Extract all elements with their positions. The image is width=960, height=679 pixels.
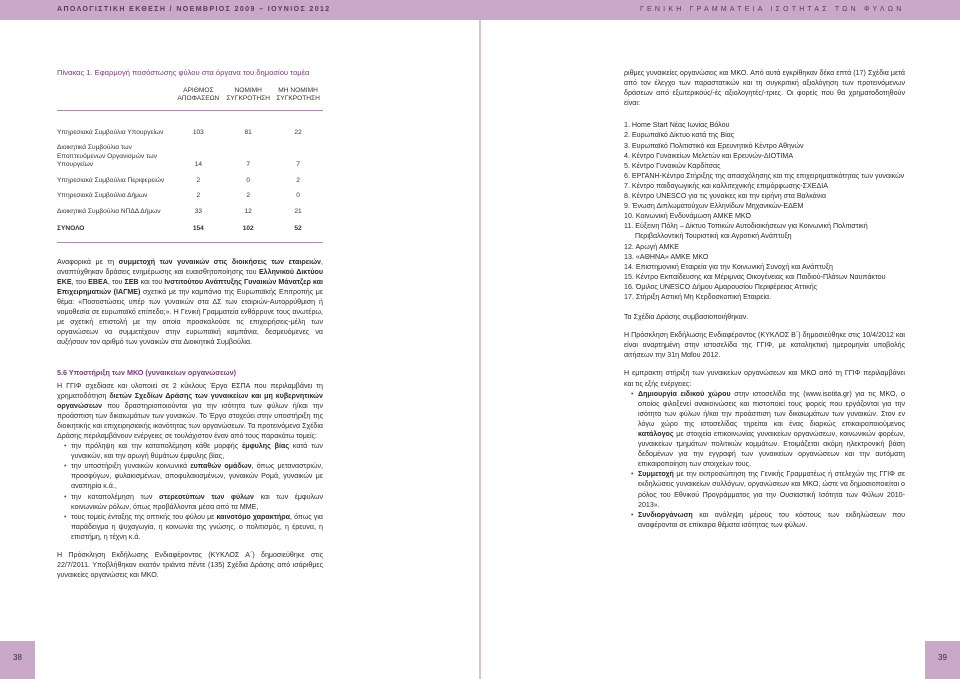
action-fields-list [66, 441, 323, 542]
list-item: 15. Κέντρο Εκπαίδευσης και Μέριμνας Οικογένειας και Παιδιού-Πλάτων Ναυπάκτου [624, 272, 886, 281]
table-cell: 21 [294, 207, 302, 215]
list-item: 8. Κέντρο UNESCO για τις γυναίκες και την ειρήνη στα Βαλκάνια [624, 192, 826, 201]
table-total-label: ΣΥΝΟΛΟ [57, 225, 85, 233]
table-row-label: Υπηρεσιακά Συμβούλια Υπουργείων [57, 128, 164, 136]
table-cell: 154 [192, 225, 204, 233]
table-cell: 52 [294, 225, 302, 233]
list-item: 11. Εύξεινη Πόλη – Δίκτυο Τοπικών Αυτοδιοικήσεων για Κοινωνική Πολιτιστική Περιβαλλοντική Τουριστική και Αγροτική Ανάπτυξη [624, 222, 868, 241]
contracts-paragraph: Τα Σχέδια Δράσης συμβασιοποιήθηκαν. [624, 313, 749, 322]
running-header-left: ΑΠΟΛΟΓΙΣΤΙΚΗ ΕΚΘΕΣΗ / ΝΟΕΜΒΡΙΟΣ 2009 – ΙΟΥΝΙΟΣ 2012 [57, 6, 331, 13]
list-item: 16. Όμιλος UNESCO Δήμου Αμαρουσίου Περιφέρειας Αττικής [624, 282, 818, 291]
table-cell: 12 [244, 207, 252, 215]
list-item: • την υποστήριξη γυναικών κοινωνικά ευπαθών ομάδων, όπως μεταναστριών, προσφύγων, φυλακισμένων, αποφυλακισμένων, γυναικών Ρομά, γυναικών με αναπηρία κ.ά., [66, 461, 323, 491]
approved-plans-paragraph: ριθμες γυναικείες οργανώσεις και ΜΚΟ. Από αυτά εγκρίθηκαν δέκα επτά (17) Σχέδια μετά από τον έλεγχο των παραστατικών και τη συγκριτική αξιολόγηση των προτεινόμενων δράσεων από εξωτερικούς/-ές αξιολογητές/-τριες. Οι φορείς που θα χρηματοδοτηθούν είναι: [624, 69, 905, 108]
table-cell: 7 [246, 161, 251, 169]
table-bottom-rule [57, 242, 323, 243]
list-item: 1. Home Start Νέας Ιωνίας Βόλου [624, 121, 730, 130]
table-cell: 0 [296, 192, 300, 200]
list-item: 7. Κέντρο παιδαγωγικής και καλλιτεχνικής επιμόρφωσης-ΣΧΕΔΙΑ [624, 181, 828, 190]
table-cell: 2 [296, 176, 300, 184]
board-participation-paragraph: Αναφορικά με τη συμμετοχή των γυναικών στις διοικήσεις των εταιρειών, αναπτύχθηκαν δράσεις ενημέρωσης και ευαισθητοποίησης του Ελληνικού Δικτύου ΕΚΕ, του ΕΒΕΑ, του ΣΕΒ και του Ινστιτούτου Ανάπτυξης Γυναικών Μάνατζερ και Επιχειρηματιών (ΙΑΓΜΕ) σχετικά με την καμπάνια της Ευρωπαϊκής Επιτροπής με θέμα: «Ποσοστώσεις υπέρ των γυναικών στα ΔΣ των εταιριών-Αυτορρύθμιση ή νομοθεσία σε ευρωπαϊκό επίπεδο;». Η Γενική Γραμματεία ενθάρρυνε τους ανωτέρω, με σχετική επιστολή με την οποία προσκαλούσε τις επιχειρήσεις-μέλη των οργανώσεων να συμμετέχουν στην ευρωπαϊκή καμπάνια, δεσμευόμενες να αυξήσουν τον αριθμό των γυναικών στα Διοικητικά Συμβούλια. [57, 257, 323, 347]
table-cell: 81 [244, 128, 252, 136]
table-row-label: Διοικητικά Συμβούλια ΝΠΔΔ Δήμων [57, 207, 161, 215]
running-header-right: ΓΕΝΙΚΗ ΓΡΑΜΜΑΤΕΙΑ ΙΣΟΤΗΤΑΣ ΤΩΝ ΦΥΛΩΝ [640, 6, 905, 13]
list-item: 14. Επιστημονική Εταιρεία για την Κοινωνική Συνοχή και Ανάπτυξη [624, 262, 833, 271]
table-row-label: Υπηρεσιακά Συμβούλια Δήμων [57, 192, 148, 200]
table-cell: 2 [196, 192, 201, 200]
list-item: 17. Στήριξη Αστική Μη Κερδοσκοπική Εταιρεία. [624, 292, 772, 301]
call-cycle-b-paragraph: Η Πρόσκληση Εκδήλωσης Ενδιαφέροντος (ΚΥΚΛΟΣ Β΄) δημοσιεύθηκε στις 10/4/2012 και είναι αναρτημένη στην ιστοσελίδα της ΓΓΙΦ, με καταληκτική ημερομηνία υποβολής αιτήσεων την 31η Μαΐου 2012. [624, 331, 905, 360]
list-item: • τους τομείς ένταξης της οπτικής του φύλου με καινοτόμο χαρακτήρα, όπως για παράδειγμα η ψυχαγωγία, η κοινωνία της γνώσης, ο πολιτισμός, η έρευνα, η επιστήμη, η τέχνη κ.ά. [66, 512, 323, 542]
list-item: • Συμμετοχή με την εκπροσώπηση της Γενικής Γραμματέως ή στελεχών της ΓΓΙΦ σε εκδηλώσεις γυναικείων συλλόγων, οργανώσεων και ΜΚΟ, ώστε να δημοσιοποιείται ο ρόλος του Εθνικού Προγράμματος για την Ουσιαστική Ισότητα των Φύλων 2010-2013». [633, 469, 905, 509]
ngo-support-paragraph: Η ΓΓΙΦ σχεδίασε και υλοποιεί σε 2 κύκλους Έργο ΕΣΠΑ που περιλαμβάνει τη χρηματοδότηση διετών Σχεδίων Δράσης των γυναικείων και μη κυβερνητικών οργανώσεων που δραστηριοποιούνται για την ισότητα των φύλων ή/και την προάσπιση των δικαιωμάτων των γυναικών. Το Έργο στοχεύει στην υποστήριξη της διοικητικής και επιχειρησιακής ικανότητας των οργανώσεων. Τα προτεινόμενα Σχέδια Δράσης περιλαμβάνουν ενέργειες σε τουλάχιστον έναν από τους παρακάτω τομείς: [57, 381, 323, 440]
funded-organisations-list [624, 120, 905, 302]
table-cell: 0 [246, 176, 251, 184]
table-row-label: Διοικητικά Συμβούλια των Εποπτευόμενων Οργανισμών των Υπουργείων [57, 144, 157, 169]
table-cell: 103 [192, 128, 204, 136]
table-row [57, 127, 323, 143]
table-row-label: Υπηρεσιακά Συμβούλια Περιφερειών [57, 176, 165, 184]
support-actions-list [633, 389, 905, 530]
list-item: 10. Κοινωνική Ενδυνάμωση ΑΜΚΕ ΜΚΟ [624, 212, 751, 221]
table-row [57, 206, 323, 222]
left-page-content [57, 68, 323, 580]
list-item: 6. ΕΡΓΑΝΗ-Κέντρο Στήριξης της απασχόλησης και της επιχειρηματικότητας των γυναικών [624, 171, 905, 180]
list-item: • την πρόληψη και την καταπολέμηση κάθε μορφής έμφυλης βίας κατά των γυναικών, και την αρωγή θυμάτων έμφυλης βίας, [66, 441, 323, 461]
table-row [57, 175, 323, 191]
page-number-left: 38 [0, 641, 35, 679]
table-cell: 22 [294, 128, 302, 136]
table-row [57, 142, 323, 175]
table-row [57, 190, 323, 206]
list-item: • την καταπολέμηση των στερεοτύπων των φύλων και των έμφυλων κοινωνικών ρόλων, όπως προβάλλονται μέσα από τα ΜΜΕ, [66, 492, 323, 512]
list-item: • Συνδιοργάνωση και ανάληψη μέρους του κόστους των εκδηλώσεων που αναφέρονται σε επίκαιρα θέματα ισότητας των φύλων. [633, 510, 905, 530]
call-cycle-a-paragraph: Η Πρόσκληση Εκδήλωσης Ενδιαφέροντος (ΚΥΚΛΟΣ Α΄) δημοσιεύθηκε στις 22/7/2011. Υποβλήθηκαν εκατόν τριάντα πέντε (135) Σχέδια Δράσης από ισάριθμες γυναικείες οργανώσεις και ΜΚΟ. [57, 551, 323, 580]
page-number-right: 39 [925, 641, 960, 679]
list-item: 9. Ένωση Διπλωματούχων Ελληνίδων Μηχανικών-ΕΔΕΜ [624, 202, 804, 211]
table-cell: 14 [194, 161, 203, 169]
table-cell: 7 [296, 161, 300, 169]
quota-table [57, 87, 323, 239]
table-total-row [57, 221, 323, 239]
list-item: 4. Κέντρο Γυναικείων Μελετών και Ερευνών-ΔΙΟΤΙΜΑ [624, 151, 794, 160]
page-gutter [479, 20, 481, 679]
support-actions-paragraph: Η εμπρακτη στήριξη των γυναικείων οργανώσεων και ΜΚΟ από τη ΓΓΙΦ περιλαμβάνει και τις εξής ενέργειες: [624, 369, 905, 388]
list-item: 3. Ευρωπαϊκό Πολιτιστικό και Ερευνητικό Κέντρο Αθηνών [624, 141, 804, 150]
table-cell: 33 [194, 207, 203, 215]
list-item: 13. «ΑΘΗΝΑ» ΑΜΚΕ ΜΚΟ [624, 252, 709, 261]
table-header-blank [57, 87, 173, 111]
list-item: 5. Κέντρο Γυναικών Καρδίτσας [624, 161, 721, 170]
table-header-legal: ΝΟΜΙΜΗ ΣΥΓΚΡΟΤΗΣΗ [223, 87, 273, 111]
table-cell: 102 [242, 225, 254, 233]
table-cell: 2 [246, 192, 251, 200]
table-header-illegal: ΜΗ ΝΟΜΙΜΗ ΣΥΓΚΡΟΤΗΣΗ [273, 87, 323, 111]
table-cell: 2 [196, 176, 201, 184]
table-title: Πίνακας 1. Εφαρμογή ποσόστωσης φύλου στα όργανα του δημοσίου τομέα [57, 68, 310, 77]
table-header-decisions: ΑΡΙΘΜΟΣ ΑΠΟΦΑΣΕΩΝ [173, 87, 223, 111]
right-page-content [624, 68, 905, 530]
list-item: 2. Ευρωπαϊκό Δίκτυο κατά της Βίας [624, 131, 735, 140]
list-item: 12. Αρωγή ΑΜΚΕ [624, 242, 679, 251]
section-heading: 5.6 Υποστήριξη των ΜΚΟ (γυναικείων οργανώσεων) [57, 368, 236, 378]
running-header-bar [0, 0, 960, 20]
list-item: • Δημιουργία ειδικού χώρου στην ιστοσελίδα της (www.isotita.gr) για τις ΜΚΟ, ο οποίος φιλοξενεί ανακοινώσεις και πιστοποιεί τους φορείς που εργάζονται για την ισότητα των φύλων ή/και την προάσπιση των δικαιωμάτων των γυναικών. Στον εν λόγω χώρο της ιστοσελίδας τηρείται και ένας διαρκώς επικαιροποιούμενος κατάλογος με στοιχεία επικοινωνίας γυναικείων οργανώσεων, κοινωνικών φορέων, γυναικείων τμημάτων πολιτικών κομμάτων. Ετοιμάζεται ακόμη ηλεκτρονική βάση δεδομένων για την εγγραφή των γυναικείων οργανώσεων και την αυτόματη επικαιροποίηση των στοιχείων τους. [633, 389, 905, 470]
